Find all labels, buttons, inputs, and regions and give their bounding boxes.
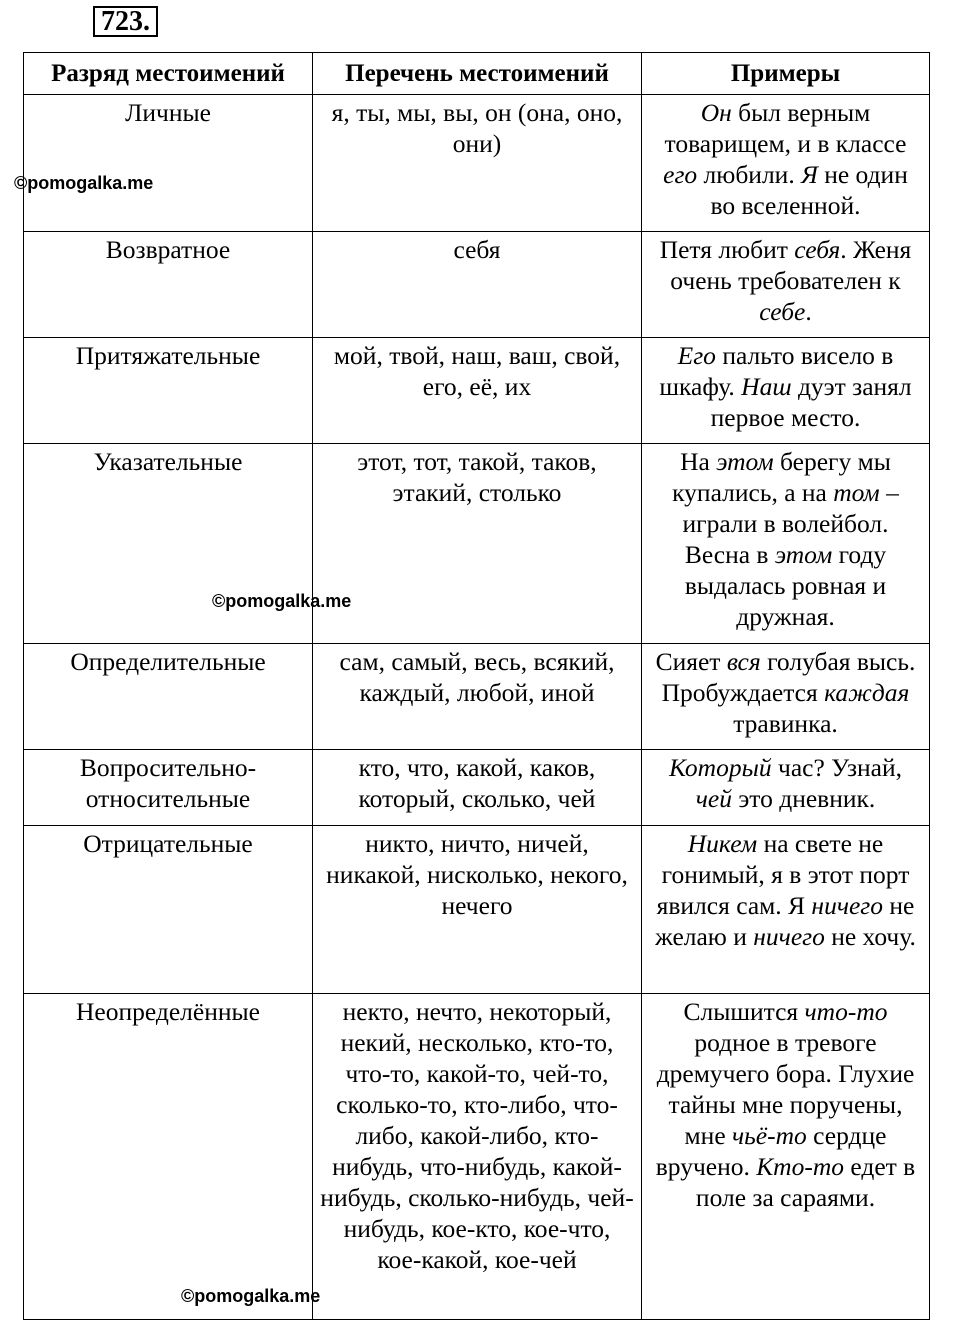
example-text: берегу мы купались, а на	[672, 447, 891, 507]
example-pronoun: его	[663, 160, 698, 189]
example-pronoun: себе	[759, 297, 806, 326]
table-row	[24, 232, 930, 338]
watermark: ©pomogalka.me	[181, 1286, 321, 1306]
watermark: ©pomogalka.me	[14, 173, 154, 193]
example-text: на свете не гонимый, я в этот порт явился сам. Я	[656, 829, 910, 920]
example-text: На	[680, 447, 717, 476]
table-row	[24, 994, 930, 1320]
table-row	[24, 826, 930, 994]
example-pronoun: Который	[668, 753, 772, 782]
pronouns-cell: сам, самый, весь, всякий, каждый, любой, иной	[313, 644, 642, 750]
category-cell: Притяжательные	[24, 338, 313, 444]
example-pronoun: каждая	[824, 678, 910, 707]
table-row	[24, 750, 930, 826]
example-pronoun: Я	[801, 160, 818, 189]
example-pronoun: Наш	[741, 372, 792, 401]
pronouns-cell: этот, тот, такой, таков, этакий, столько	[313, 444, 642, 644]
category-cell: Отрицательные	[24, 826, 313, 994]
example-text: голубая высь. Пробуждается	[661, 647, 916, 707]
example-pronoun: том	[833, 478, 880, 507]
category-cell: Возвратное	[24, 232, 313, 338]
example-pronoun: этом	[716, 447, 774, 476]
example-pronoun: чей	[695, 784, 732, 813]
example-text: году выдалась ровная и дружная.	[684, 540, 887, 631]
example-text: сердце вручено.	[655, 1121, 887, 1181]
example-pronoun: Он	[700, 98, 732, 127]
category-cell: Указательные	[24, 444, 313, 644]
header-row	[24, 53, 930, 95]
pronouns-cell: никто, ничто, ничей, никакой, нисколько, некого, нечего	[313, 826, 642, 994]
example-pronoun: Его	[677, 341, 716, 370]
pronouns-cell: мой, твой, наш, ваш, свой, его, её, их	[313, 338, 642, 444]
category-cell: Неопределённые	[24, 994, 313, 1320]
table-row	[24, 444, 930, 644]
example-text: .	[805, 297, 812, 326]
example-pronoun: Кто-то	[756, 1152, 845, 1181]
example-text: не желаю и	[655, 891, 915, 951]
category-cell: Определительные	[24, 644, 313, 750]
example-pronoun: Никем	[687, 829, 758, 858]
example-text: не хочу.	[824, 922, 916, 951]
category-cell: Личные	[24, 95, 313, 232]
example-text: . Женя очень требователен к	[670, 235, 912, 295]
category-cell: Вопросительно-относительные	[24, 750, 313, 826]
exercise-number: 723.	[93, 6, 158, 37]
example-text: травинка.	[733, 709, 838, 738]
example-pronoun: вся	[726, 647, 761, 676]
example-pronoun: чьё-то	[732, 1121, 807, 1150]
example-pronoun: ничего	[753, 922, 825, 951]
example-cell	[642, 644, 930, 750]
example-cell	[642, 750, 930, 826]
table-row	[24, 338, 930, 444]
example-cell	[642, 232, 930, 338]
pronouns-cell: кто, что, какой, каков, который, сколько, чей	[313, 750, 642, 826]
example-text: дуэт занял первое место.	[710, 372, 912, 432]
watermark: ©pomogalka.me	[212, 591, 352, 611]
example-text: Слышится	[683, 997, 805, 1026]
example-pronoun: ничего	[811, 891, 884, 920]
example-cell	[642, 444, 930, 644]
header-pronouns: Перечень местоимений	[313, 53, 642, 95]
pronoun-table	[23, 52, 930, 1320]
table-row	[24, 95, 930, 232]
example-text: – играли в волейбол. Весна в	[682, 478, 899, 569]
example-text: любили.	[697, 160, 802, 189]
example-cell	[642, 338, 930, 444]
example-text: не один во вселенной.	[710, 160, 908, 220]
example-cell	[642, 826, 930, 994]
example-pronoun: себя	[794, 235, 841, 264]
header-examples: Примеры	[642, 53, 930, 95]
example-text: был верным товарищем, и в классе	[664, 98, 907, 158]
table-row	[24, 644, 930, 750]
example-text: Петя любит	[659, 235, 795, 264]
example-text: час? Узнай,	[771, 753, 903, 782]
example-text: едет в поле за сараями.	[695, 1152, 916, 1212]
example-text: пальто висело в шкафу.	[659, 341, 894, 401]
example-text: Сияет	[655, 647, 727, 676]
example-cell	[642, 994, 930, 1320]
header-category: Разряд местоимений	[24, 53, 313, 95]
pronouns-cell: некто, нечто, некоторый, некий, несколько, кто-то, что-то, какой-то, чей-то, сколько-то, кто-либо, что-либо, какой-либо, кто-нибудь, что-нибудь, какой-нибудь, сколько-нибудь, чей-нибудь, кое-кто, кое-что, кое-какой, кое-чей	[313, 994, 642, 1320]
example-text: это дневник.	[731, 784, 876, 813]
pronouns-cell: себя	[313, 232, 642, 338]
example-text: родное в тревоге дремучего бора. Глухие тайны мне поручены, мне	[656, 1028, 915, 1150]
example-pronoun: этом	[774, 540, 833, 569]
example-pronoun: что-то	[804, 997, 888, 1026]
example-cell	[642, 95, 930, 232]
pronouns-cell: я, ты, мы, вы, он (она, оно, они)	[313, 95, 642, 232]
